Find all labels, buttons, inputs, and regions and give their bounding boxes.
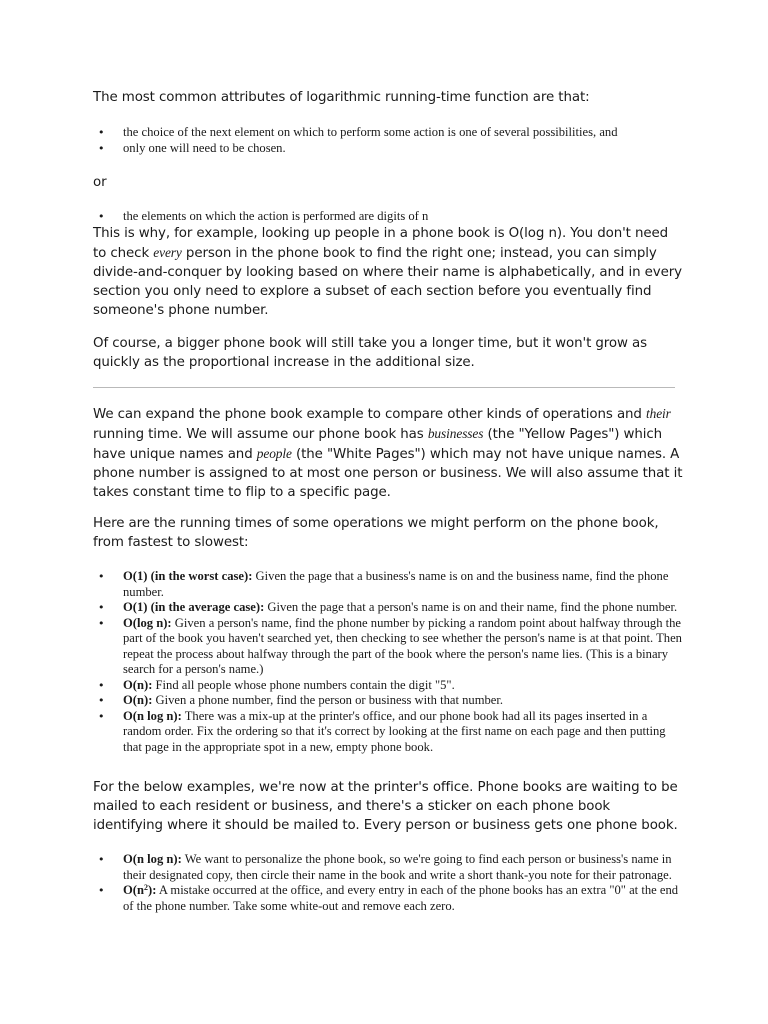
attributes-list-a <box>93 125 683 156</box>
text-run: person in the phone book to find the right one; instead, you can simply divide-and-conquer by looking based on where their name is alphabetically, and in every section you only need to explore a subset of each section before you eventually find someone's phone number. <box>93 246 682 318</box>
list-item <box>93 883 683 914</box>
text-run: running time. We will assume our phone book has <box>93 427 428 442</box>
complexity-label: O(n): <box>123 677 153 692</box>
list-item <box>93 616 683 678</box>
paragraph-logn <box>93 224 683 320</box>
complexity-label: O(n): <box>123 693 153 707</box>
item-text: Given the page that a business's name is on and the business name, find the phone number. <box>123 569 669 599</box>
complexity-label: O(1) (in the average case): <box>123 600 265 614</box>
list-item <box>93 600 683 616</box>
complexity-label: O(n log n): <box>123 852 182 866</box>
paragraph-bigger-book: Of course, a bigger phone book will still take you a longer time, but it won't grow as quickly as the proportional increase in the additional size. <box>93 336 647 370</box>
operations-list-2 <box>93 852 683 914</box>
list-item <box>93 678 683 694</box>
emphasis: every <box>153 245 182 260</box>
label-start: O(n <box>123 883 144 897</box>
text-run: (the "Yellow Pages") which have unique names and <box>93 427 663 462</box>
item-text: Given the page that a person's name is on and their name, find the phone number. <box>264 600 678 614</box>
item-text: Find all people whose phone numbers contain the digit "5". <box>152 677 455 692</box>
intro-text: The most common attributes of logarithmic running-time function are that: <box>93 90 590 105</box>
emphasis: businesses <box>427 426 484 441</box>
list-item: • the elements on which the action is performed are digits of n <box>93 209 683 225</box>
list-item <box>93 569 683 600</box>
horizontal-divider <box>93 387 675 388</box>
label-end: ): <box>148 883 157 897</box>
list-item <box>93 709 683 756</box>
list-item <box>93 693 683 709</box>
emphasis: people <box>256 446 292 461</box>
list-item: • the choice of the next element on which to perform some action is one of several possibilities, and <box>93 125 683 141</box>
paragraph-printers-office: For the below examples, we're now at the printer's office. Phone books are waiting to be mailed to each resident or business, and there's a sticker on each phone book identifying where it should be mailed to. Every person or business gets one phone book. <box>93 780 678 833</box>
text-run: We can expand the phone book example to compare other kinds of operations and <box>93 407 646 422</box>
list-item <box>93 852 683 883</box>
paragraph-expand <box>93 404 683 502</box>
complexity-label <box>123 883 156 897</box>
complexity-label: O(1) (in the worst case): <box>123 569 253 583</box>
emphasis: their <box>646 406 671 421</box>
item-text: There was a mix-up at the printer's office, and our phone book had all its pages inserted in a random order. Fix the ordering so that it's correct by looking at the first name on each page and then putting that page in the appropriate spot in a new, empty phone book. <box>123 708 666 754</box>
item-text: Given a phone number, find the person or business with that number. <box>152 693 504 707</box>
item-text: Given a person's name, find the phone number by picking a random point about halfway through the part of the book you haven't searched yet, then checking to see whether the person's name is at that point. Then repeat the process about halfway through the part of the book where the person's name lies. (This is a binary search for a person's name.) <box>123 615 682 676</box>
or-text: or <box>93 175 107 190</box>
text-run: (the "White Pages") which may not have unique names. A phone number is assigned to at most one person or business. We will also assume that it takes constant time to flip to a specific page. <box>93 447 683 500</box>
attributes-list-b <box>93 209 683 225</box>
list-item: • only one will need to be chosen. <box>93 141 683 157</box>
item-text: A mistake occurred at the office, and every entry in each of the phone books has an extra "0" at the end of the phone number. Take some white-out and remove each zero. <box>123 883 679 913</box>
complexity-label: O(log n): <box>123 615 172 630</box>
item-text: We want to personalize the phone book, so we're going to find each person or business's name in their designated copy, then circle their name in the book and write a short thank-you note for their patronage. <box>123 852 672 882</box>
operations-list <box>93 569 683 755</box>
superscript: 2 <box>144 883 148 892</box>
paragraph-running-times: Here are the running times of some operations we might perform on the phone book, from fastest to slowest: <box>93 516 659 550</box>
text-run: This is why, for example, looking up people in a phone book is O(log n). You don't need to check <box>93 226 669 261</box>
complexity-label: O(n log n): <box>123 708 182 723</box>
